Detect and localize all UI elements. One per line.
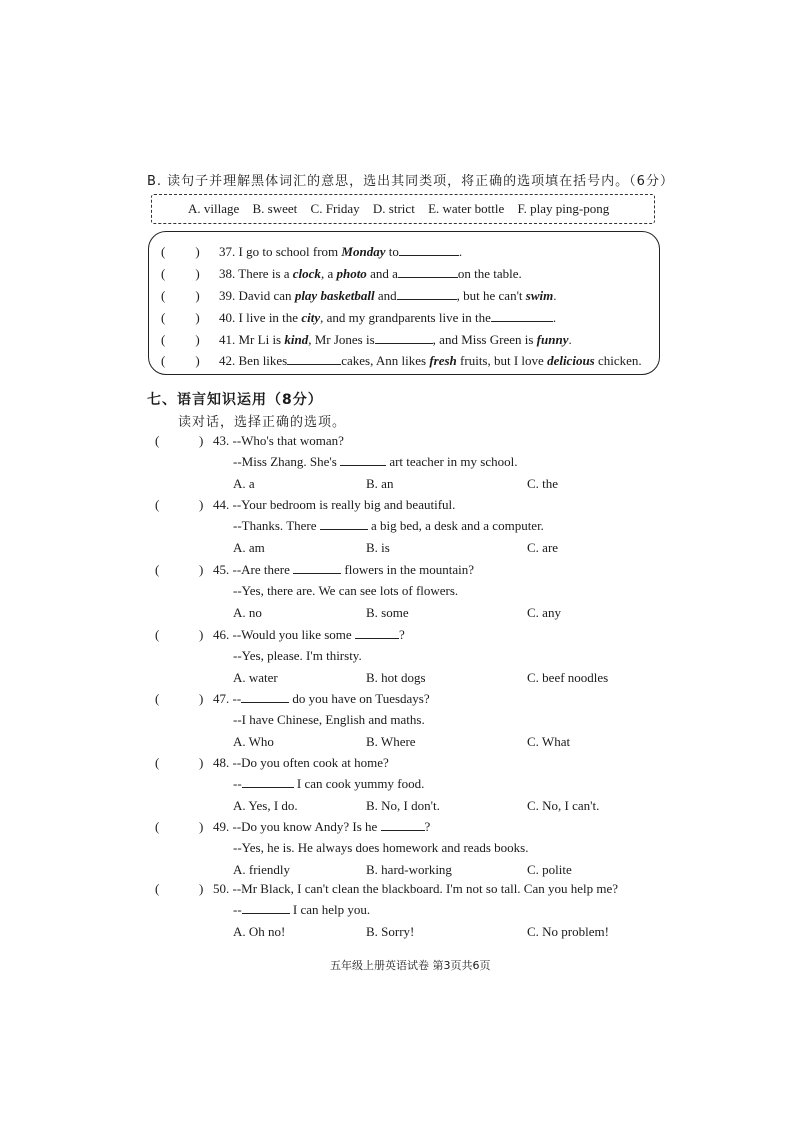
sentence-text: . — [568, 332, 572, 347]
fill-question-row — [161, 266, 522, 282]
question-line — [213, 433, 344, 449]
section-7-instruction: 读对话，选择正确的选项。 — [178, 415, 347, 430]
paren-open: ( — [161, 353, 166, 368]
bold-keyword: Monday — [341, 244, 386, 259]
answer-option: B. is — [366, 540, 390, 555]
sentence-text: ? — [398, 627, 405, 642]
paren-open: ( — [161, 288, 166, 303]
sentence-text: --Yes, please. I'm thirsty. — [233, 648, 362, 663]
response-line — [233, 902, 370, 918]
paren-open: ( — [161, 266, 166, 281]
paren-close: ) — [199, 819, 204, 834]
sentence-text: . — [552, 310, 557, 325]
word-option: D. strict — [372, 201, 415, 216]
response-line — [233, 712, 425, 728]
answer-blank — [320, 518, 368, 530]
question-line — [213, 755, 389, 771]
sentence-text: a big bed, a desk and a computer. — [367, 518, 544, 533]
bold-keyword: kind — [284, 332, 309, 347]
word-option: B. sweet — [252, 201, 298, 216]
paren-open: ( — [155, 433, 160, 448]
section-7-title: 七、语言知识运用（8分） — [147, 392, 323, 408]
bold-keyword: funny — [536, 332, 569, 347]
answer-option: A. am — [233, 540, 265, 555]
paren-close: ) — [199, 755, 204, 770]
question-number: 42. — [219, 353, 236, 368]
response-line — [233, 776, 424, 792]
answer-parentheses — [161, 332, 219, 348]
fill-question-row — [161, 332, 572, 348]
answer-blank — [241, 691, 289, 703]
sentence-text: 46. --Would you like some — [213, 627, 355, 642]
sentence-text: I can help you. — [289, 902, 371, 917]
answer-blank — [355, 627, 399, 639]
sentence-text: fruits, but I love — [456, 353, 548, 368]
paren-open: ( — [155, 881, 160, 896]
question-line — [213, 627, 405, 643]
answer-option: A. Oh no! — [233, 924, 286, 939]
paren-open: ( — [161, 244, 166, 259]
sentence-text: , but he can't — [456, 288, 526, 303]
question-number: 37. — [219, 244, 236, 259]
word-option: E. water bottle — [428, 201, 505, 216]
answer-option: A. Yes, I do. — [233, 798, 298, 813]
word-options-line — [188, 201, 619, 217]
paren-close: ) — [195, 332, 200, 347]
sentence-text: art teacher in my school. — [386, 454, 518, 469]
sentence-text: Ben likes — [238, 353, 288, 368]
response-line — [233, 518, 544, 534]
answer-option: A. a — [233, 476, 255, 491]
answer-option: C. any — [527, 605, 561, 620]
sentence-text: and a — [366, 266, 398, 281]
answer-option: B. Sorry! — [366, 924, 415, 939]
paren-open: ( — [155, 497, 160, 512]
bold-keyword: fresh — [429, 353, 457, 368]
page-footer: 五年级上册英语试卷 第3页共6页 — [330, 959, 491, 972]
sentence-text: --Yes, there are. We can see lots of flowers. — [233, 583, 459, 598]
answer-option: C. polite — [527, 862, 572, 877]
sentence-text: and — [374, 288, 397, 303]
sentence-text: 47. -- — [213, 691, 242, 706]
question-line — [213, 881, 618, 897]
question-line — [213, 691, 430, 707]
sentence-text: , and my grandparents live in the — [320, 310, 491, 325]
sentence-text: I go to school from — [238, 244, 342, 259]
answer-option: B. No, I don't. — [366, 798, 440, 813]
answer-option: C. What — [527, 734, 571, 749]
answer-blank — [399, 244, 459, 256]
sentence-text: Mr Li is — [238, 332, 285, 347]
response-line — [233, 454, 517, 470]
answer-parentheses — [161, 266, 219, 282]
bold-keyword: city — [301, 310, 321, 325]
answer-option: C. No, I can't. — [527, 798, 600, 813]
answer-blank — [242, 776, 294, 788]
sentence-text: 43. --Who's that woman? — [213, 433, 344, 448]
answer-option: A. no — [233, 605, 262, 620]
paren-close: ) — [199, 691, 204, 706]
answer-parentheses — [161, 353, 219, 369]
sentence-text: 44. --Your bedroom is really big and beautiful. — [213, 497, 456, 512]
paren-open: ( — [161, 310, 166, 325]
fill-question-row — [161, 310, 556, 326]
bold-keyword: clock — [292, 266, 321, 281]
answer-option: C. No problem! — [527, 924, 609, 939]
paren-close: ) — [195, 310, 200, 325]
paren-open: ( — [155, 691, 160, 706]
paren-open: ( — [155, 755, 160, 770]
sentence-text: -- — [233, 902, 242, 917]
answer-parentheses — [161, 310, 219, 326]
answer-blank — [397, 288, 457, 300]
question-number: 40. — [219, 310, 236, 325]
word-option: F. play ping-pong — [517, 201, 610, 216]
fill-question-row — [161, 244, 462, 260]
answer-option: A. Who — [233, 734, 274, 749]
sentence-text: , and Miss Green is — [432, 332, 537, 347]
answer-blank — [293, 562, 341, 574]
bold-keyword: play basketball — [294, 288, 375, 303]
paren-close: ) — [195, 266, 200, 281]
sentence-text: ? — [424, 819, 431, 834]
paren-close: ) — [195, 244, 200, 259]
paren-close: ) — [199, 497, 204, 512]
answer-blank — [287, 353, 341, 365]
sentence-text: -- — [233, 776, 242, 791]
answer-option: C. the — [527, 476, 559, 491]
sentence-text: to — [385, 244, 399, 259]
sentence-text: . — [458, 244, 463, 259]
bold-keyword: swim — [525, 288, 554, 303]
answer-option: C. are — [527, 540, 559, 555]
sentence-text: --Yes, he is. He always does homework and reads books. — [233, 840, 529, 855]
answer-option: A. water — [233, 670, 278, 685]
answer-blank — [242, 902, 290, 914]
question-number: 39. — [219, 288, 236, 303]
section-b-title: B. 读句子并理解黑体词汇的意思，选出其同类项，将正确的选项填在括号内。（6分） — [147, 174, 674, 189]
bold-keyword: photo — [336, 266, 367, 281]
sentence-text: chicken. — [594, 353, 642, 368]
response-line — [233, 648, 362, 664]
question-line — [213, 497, 455, 513]
answer-option: B. Where — [366, 734, 416, 749]
sentence-text: , Mr Jones is — [308, 332, 375, 347]
question-line — [213, 819, 430, 835]
paren-open: ( — [155, 562, 160, 577]
paren-close: ) — [195, 288, 200, 303]
question-number: 38. — [219, 266, 236, 281]
sentence-text: I live in the — [238, 310, 302, 325]
answer-parentheses — [161, 288, 219, 304]
word-option: C. Friday — [310, 201, 360, 216]
sentence-text: I can cook yummy food. — [293, 776, 425, 791]
paren-open: ( — [155, 819, 160, 834]
answer-blank — [340, 454, 386, 466]
paren-close: ) — [199, 627, 204, 642]
sentence-text: --Miss Zhang. She's — [233, 454, 341, 469]
question-line — [213, 562, 474, 578]
fill-question-row — [161, 288, 557, 304]
paren-close: ) — [199, 562, 204, 577]
answer-option: B. hard-working — [366, 862, 452, 877]
paren-open: ( — [155, 627, 160, 642]
answer-blank — [375, 332, 433, 344]
sentence-text: 49. --Do you know Andy? Is he — [213, 819, 381, 834]
response-line — [233, 583, 458, 599]
paren-open: ( — [161, 332, 166, 347]
sentence-text: cakes, Ann likes — [341, 353, 430, 368]
sentence-text: --I have Chinese, English and maths. — [233, 712, 425, 727]
paren-close: ) — [195, 353, 200, 368]
sentence-text: 45. --Are there — [213, 562, 294, 577]
response-line — [233, 840, 528, 856]
answer-blank — [491, 310, 553, 322]
fill-question-row — [161, 353, 642, 369]
sentence-text: on the table. — [457, 266, 522, 281]
paren-close: ) — [199, 433, 204, 448]
answer-option: B. an — [366, 476, 394, 491]
sentence-text: flowers in the mountain? — [341, 562, 474, 577]
sentence-text: --Thanks. There — [233, 518, 320, 533]
question-number: 41. — [219, 332, 236, 347]
sentence-text: , a — [320, 266, 337, 281]
answer-option: B. some — [366, 605, 409, 620]
answer-parentheses — [161, 244, 219, 260]
section-b-questions-box — [148, 231, 660, 375]
paren-close: ) — [199, 881, 204, 896]
answer-option: A. friendly — [233, 862, 291, 877]
word-option: A. village — [188, 201, 240, 216]
sentence-text: . — [553, 288, 557, 303]
bold-keyword: delicious — [547, 353, 595, 368]
answer-option: B. hot dogs — [366, 670, 426, 685]
sentence-text: 48. --Do you often cook at home? — [213, 755, 389, 770]
sentence-text: do you have on Tuesdays? — [289, 691, 430, 706]
answer-option: C. beef noodles — [527, 670, 609, 685]
answer-blank — [381, 819, 425, 831]
word-options-box — [151, 194, 655, 224]
sentence-text: David can — [238, 288, 295, 303]
sentence-text: 50. --Mr Black, I can't clean the blackboard. I'm not so tall. Can you help me? — [213, 881, 619, 896]
answer-blank — [398, 266, 458, 278]
sentence-text: There is a — [238, 266, 293, 281]
